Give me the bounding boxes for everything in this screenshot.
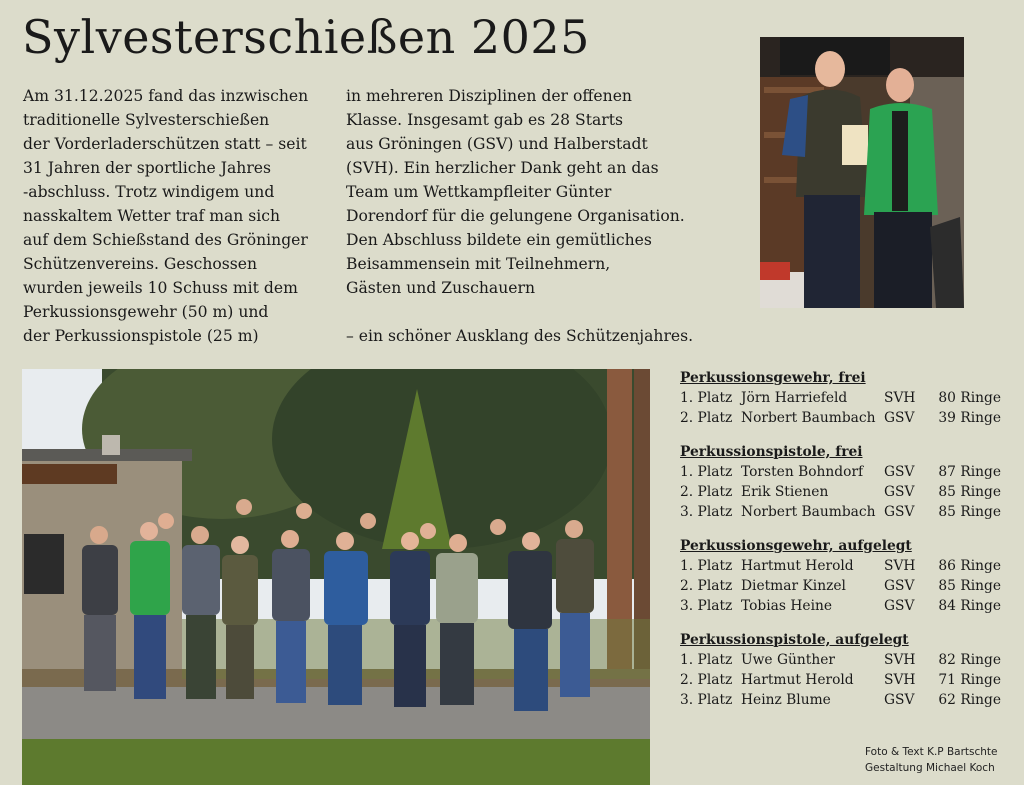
result-row [680,576,1010,596]
result-section [680,536,1010,616]
club: GSV [884,598,915,614]
place: 1. Platz [680,390,733,406]
result-section [680,442,1010,522]
score: 85 Ringe [938,484,1001,500]
name: Dietmar Kinzel [741,578,846,594]
credits [865,744,998,776]
section-title: Perkussionsgewehr, aufgelegt [680,538,912,554]
score: 85 Ringe [938,578,1001,594]
club: GSV [884,504,915,520]
place: 1. Platz [680,652,733,668]
club: GSV [884,692,915,708]
score: 71 Ringe [938,672,1001,688]
name: Heinz Blume [741,692,831,708]
club: SVH [884,672,916,688]
name: Tobias Heine [741,598,833,614]
photo-text-credit: Foto & Text K.P Bartschte [865,746,998,758]
article-right-column: in mehreren Disziplinen der offenen Klasse. Insgesamt gab es 28 Starts aus Gröningen (GSV) und Halberstadt (SVH). Ein herzlicher Dank geht an das Team um Wettkampfleiter Günter Dorendorf für die gelungene Organisation. Den Abschluss bildete ein gemütliches Beisammensein mit Teilnehmern, Gästen und Zuschauern – ein schöner Ausklang des Schützenjahres. [346,87,694,345]
name: Torsten Bohndorf [741,464,864,480]
score: 82 Ringe [938,652,1001,668]
page-title: Sylvesterschießen 2025 [22,10,590,64]
score: 86 Ringe [938,558,1001,574]
name: Norbert Baumbach [741,410,876,426]
score: 62 Ringe [938,692,1001,708]
result-row [680,556,1010,576]
score: 39 Ringe [938,410,1001,426]
name: Norbert Baumbach [741,504,876,520]
result-section [680,368,1010,428]
name: Erik Stienen [741,484,829,500]
club: SVH [884,390,916,406]
name: Uwe Günther [741,652,835,668]
result-row [680,670,1010,690]
section-title: Perkussionspistole, frei [680,444,863,460]
result-row [680,482,1010,502]
club: SVH [884,652,916,668]
name: Jörn Harriefeld [741,390,848,406]
place: 2. Platz [680,578,733,594]
place: 1. Platz [680,464,733,480]
place: 3. Platz [680,692,733,708]
result-row [680,462,1010,482]
result-row [680,408,1010,428]
section-title: Perkussionsgewehr, frei [680,370,866,386]
place: 3. Platz [680,598,733,614]
result-row [680,596,1010,616]
article-left-column: Am 31.12.2025 fand das inzwischen traditionelle Sylvesterschießen der Vorderladerschützen statt – seit 31 Jahren der sportliche Jahres -abschluss. Trotz windigem und nasskaltem Wetter traf man sich auf dem Schießstand des Gröninger Schützenvereins. Geschossen wurden jeweils 10 Schuss mit dem Perkussionsgewehr (50 m) und der Perkussionspistole (25 m) [23,87,309,345]
score: 80 Ringe [938,390,1001,406]
place: 2. Platz [680,672,733,688]
result-row [680,502,1010,522]
group-photo [22,369,650,785]
club: GSV [884,410,915,426]
result-row [680,690,1010,710]
club: GSV [884,484,915,500]
design-credit: Gestaltung Michael Koch [865,762,995,774]
club: SVH [884,558,916,574]
result-section [680,630,1010,710]
result-row [680,388,1010,408]
name: Hartmut Herold [741,672,854,688]
place: 3. Platz [680,504,733,520]
score: 85 Ringe [938,504,1001,520]
score: 84 Ringe [938,598,1001,614]
award-photo [760,37,964,308]
result-row [680,650,1010,670]
results-list [680,368,1010,724]
club: GSV [884,464,915,480]
section-title: Perkussionspistole, aufgelegt [680,632,909,648]
place: 2. Platz [680,484,733,500]
club: GSV [884,578,915,594]
place: 2. Platz [680,410,733,426]
score: 87 Ringe [938,464,1001,480]
name: Hartmut Herold [741,558,854,574]
place: 1. Platz [680,558,733,574]
